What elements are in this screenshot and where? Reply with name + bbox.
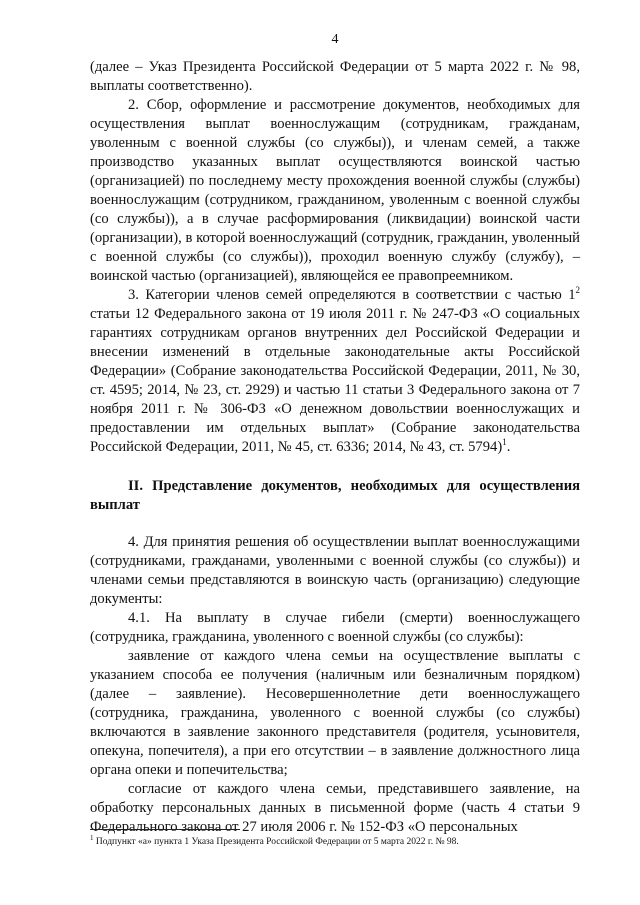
superscript-2: 2 [575,285,580,296]
footnote-divider [90,829,240,830]
paragraph-continuation: (далее – Указ Президента Российской Федерации от 5 марта 2022 г. № 98, выплаты соответственно). [90,59,580,94]
paragraph-3-end: . [506,439,511,455]
page-number: 4 [331,32,339,47]
footnote-marker: 1 [90,833,94,842]
section-heading: II. Представление документов, необходимых для осуществления выплат [90,478,580,513]
footnote-reference: 1 [502,437,507,448]
paragraph-3-text-rest: статьи 12 Федерального закона от 19 июля 2011 г. № 247-ФЗ «О социальных гарантиях сотрудникам органов внутренних дел Российской Федерации и внесении изменений в отдельные законодательные акты Российской Федерации» (Собрание законодательства Российской Федерации, 2011, № 30, ст. 4595; 2014, № 23, ст. 2929) и частью 11 статьи 3 Федерального закона от 7 ноября 2011 г. № 306-ФЗ «О денежном довольствии военнослужащих и предоставлении им отдельных выплат» (Собрание законодательства Российской Федерации, 2011, № 45, ст. 6336; 2014, № 43, ст. 5794) [90,306,580,455]
paragraph-consent: согласие от каждого члена семьи, представившего заявление, на обработку персональных данных в письменной форме (часть 4 статьи 9 Федерального закона от 27 июля 2006 г. № 152-ФЗ «О персональных [90,781,580,835]
paragraph-4-1: 4.1. На выплату в случае гибели (смерти) военнослужащего (сотрудника, гражданина, уволенного с военной службы (со службы): [90,610,580,645]
document-body [90,58,580,837]
paragraph-3 [90,286,580,457]
paragraph-2: 2. Сбор, оформление и рассмотрение документов, необходимых для осуществления выплат военнослужащим (сотрудникам, гражданам, уволенным с военной службы (со службы)), и членам семей, а также производство указанных выплат осуществляются воинской частью (организацией) по последнему месту прохождения военной службы (службы) военнослужащим (сотрудником, гражданином, уволенным с военной службы (со службы)), а в случае расформирования (ликвидации) воинской части (организации), в которой военнослужащий (сотрудник, гражданин, уволенный с военной службы (со службы)), проходил военную службу (службу), – воинской частью (организацией), являющейся ее правопреемником. [90,97,580,284]
paragraph-3-text: 3. Категории членов семей определяются в соответствии с частью 1 [128,287,576,303]
paragraph-4: 4. Для принятия решения об осуществлении выплат военнослужащими (сотрудниками, гражданами, уволенными с военной службы (со службы)) и членами семьи представляются в воинскую часть (организацию) следующие документы: [90,534,580,607]
footnote [90,833,580,848]
paragraph-application: заявление от каждого члена семьи на осуществление выплаты с указанием способа ее получения (наличным или безналичным порядком) (далее – заявление). Несовершеннолетние дети военнослужащего (сотрудника, гражданина, уволенного с военной службы (со службы) включаются в заявление законного представителя (родителя, усыновителя, опекуна, попечителя), а при его отсутствии – в заявление должностного лица органа опеки и попечительства; [90,648,580,778]
footnote-text: Подпункт «а» пункта 1 Указа Президента Российской Федерации от 5 марта 2022 г. № 98. [93,837,459,847]
